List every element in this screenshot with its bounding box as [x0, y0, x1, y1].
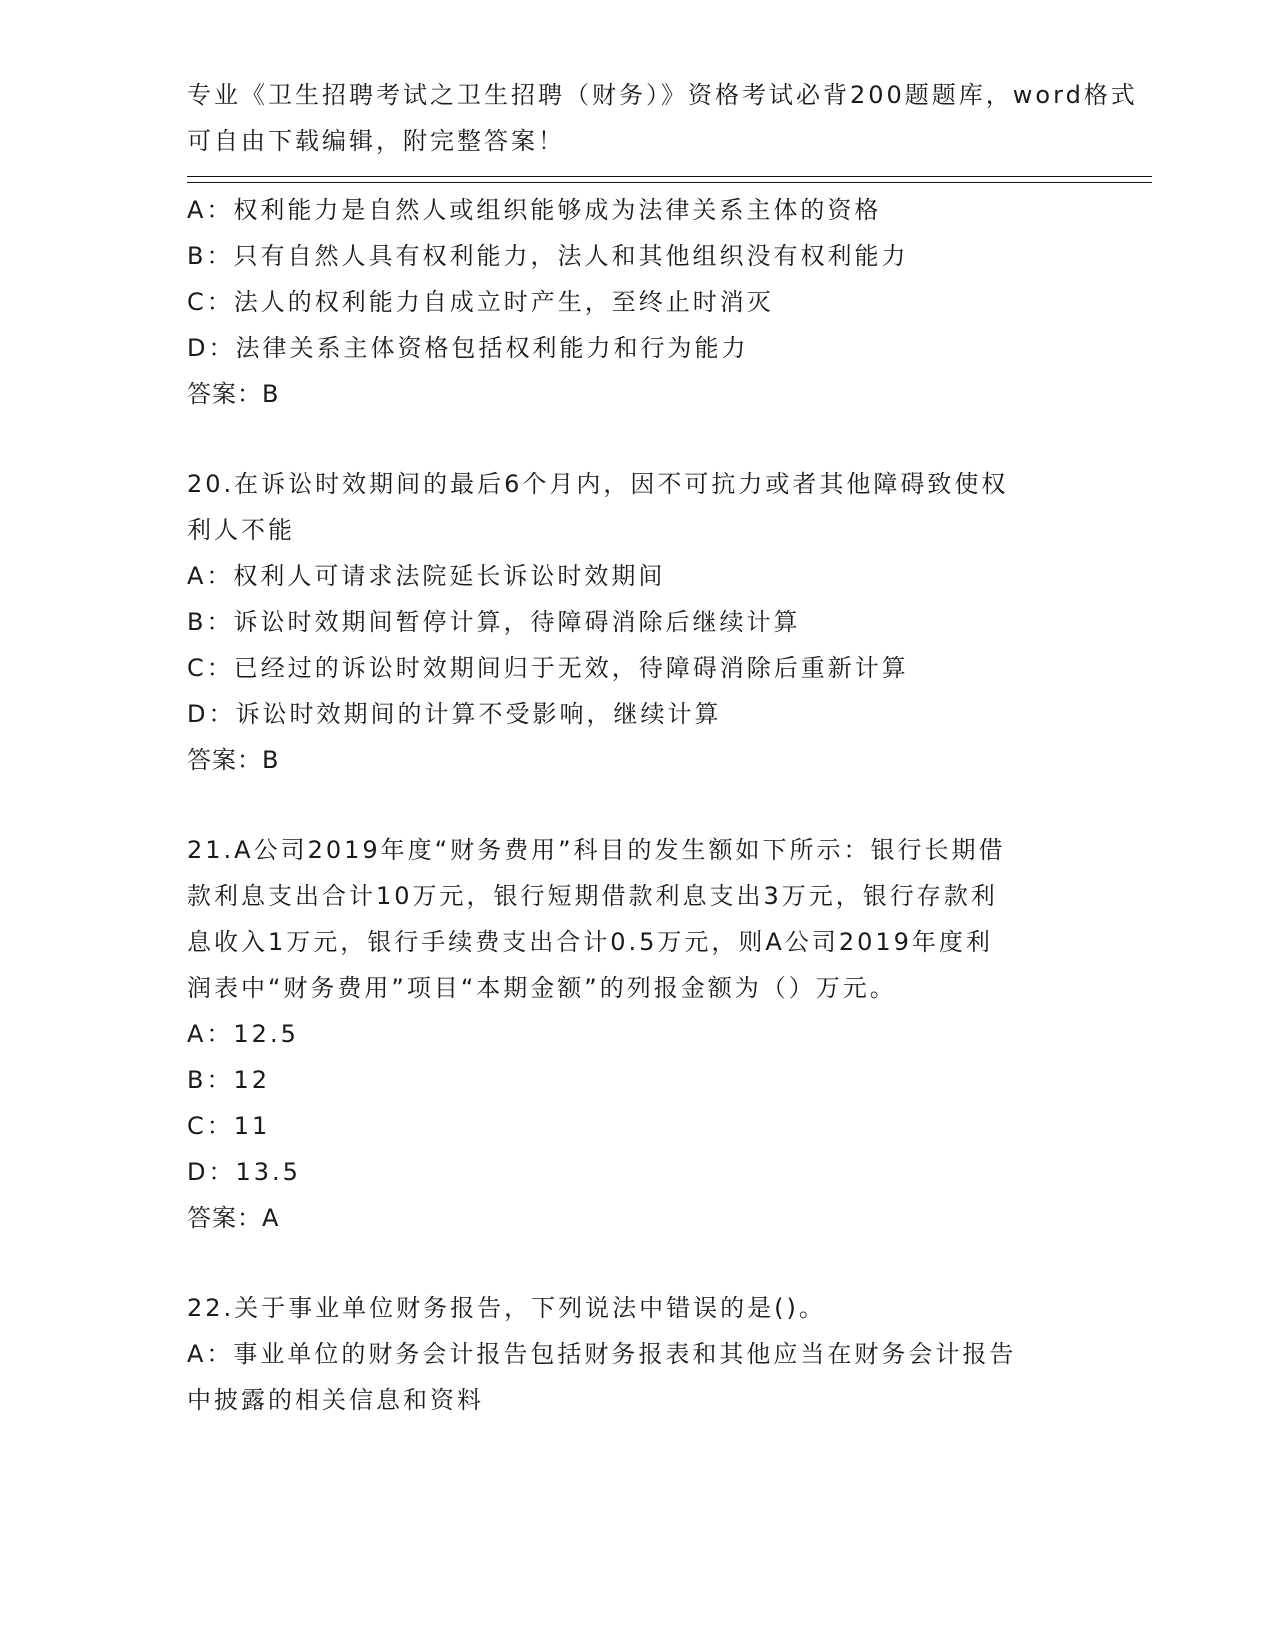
q19-option-a: A：权利能力是自然人或组织能够成为法律关系主体的资格 — [187, 196, 882, 224]
q22-stem-line-1: 22.关于事业单位财务报告，下列说法中错误的是()。 — [187, 1294, 826, 1322]
q21-option-b: B：12 — [187, 1066, 271, 1094]
q22-option-a-line-2: 中披露的相关信息和资料 — [187, 1386, 484, 1414]
q20-option-c: C：已经过的诉讼时效期间归于无效，待障碍消除后重新计算 — [187, 654, 909, 682]
question-19 — [187, 187, 1087, 417]
document-body — [187, 187, 1087, 1423]
header-divider-top — [187, 176, 1152, 177]
spacer — [187, 783, 1087, 827]
q20-stem-line-2: 利人不能 — [187, 516, 295, 544]
document-header — [187, 72, 1138, 164]
q21-stem-line-4: 润表中“财务费用”项目“本期金额”的列报金额为（）万元。 — [187, 974, 897, 1002]
header-divider-bottom — [187, 182, 1152, 183]
q20-option-d: D：诉讼时效期间的计算不受影响，继续计算 — [187, 700, 722, 728]
q20-option-a: A：权利人可请求法院延长诉讼时效期间 — [187, 562, 666, 590]
q21-option-a: A：12.5 — [187, 1020, 299, 1048]
q22-option-a-line-1: A：事业单位的财务会计报告包括财务报表和其他应当在财务会计报告 — [187, 1340, 1017, 1368]
q21-stem-line-3: 息收入1万元，银行手续费支出合计0.5万元，则A公司2019年度利 — [187, 928, 993, 956]
question-20 — [187, 461, 1087, 783]
q20-answer: 答案：B — [187, 746, 280, 774]
q21-answer: 答案：A — [187, 1204, 280, 1232]
question-22 — [187, 1285, 1087, 1423]
q19-option-c: C：法人的权利能力自成立时产生，至终止时消灭 — [187, 288, 774, 316]
q21-option-c: C：11 — [187, 1112, 271, 1140]
header-line-2: 可自由下载编辑，附完整答案！ — [187, 127, 565, 155]
q19-answer: 答案：B — [187, 380, 280, 408]
q19-option-b: B：只有自然人具有权利能力，法人和其他组织没有权利能力 — [187, 242, 909, 270]
q20-option-b: B：诉讼时效期间暂停计算，待障碍消除后继续计算 — [187, 608, 801, 636]
question-21 — [187, 827, 1087, 1241]
q20-stem-line-1: 20.在诉讼时效期间的最后6个月内，因不可抗力或者其他障碍致使权 — [187, 470, 1009, 498]
spacer — [187, 417, 1087, 461]
spacer — [187, 1241, 1087, 1285]
q19-option-d: D：法律关系主体资格包括权利能力和行为能力 — [187, 334, 749, 362]
q21-stem-line-1: 21.A公司2019年度“财务费用”科目的发生额如下所示：银行长期借 — [187, 836, 1006, 864]
q21-option-d: D：13.5 — [187, 1158, 301, 1186]
header-line-1: 专业《卫生招聘考试之卫生招聘（财务）》资格考试必背200题题库，word格式 — [187, 81, 1138, 109]
q21-stem-line-2: 款利息支出合计10万元，银行短期借款利息支出3万元，银行存款利 — [187, 882, 998, 910]
